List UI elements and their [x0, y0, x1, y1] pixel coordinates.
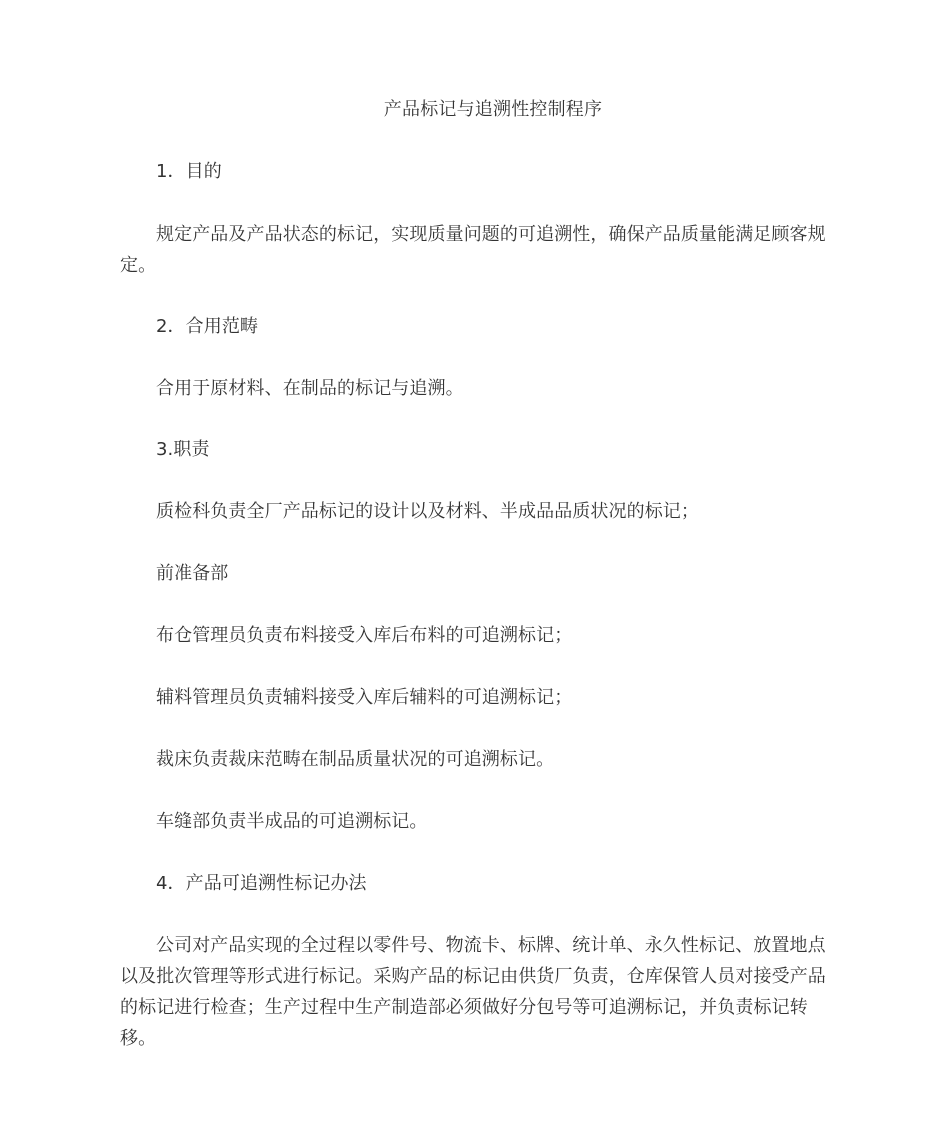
paragraph-fabric-warehouse: 布仓管理员负责布料接受入库后布料的可追溯标记；: [156, 625, 573, 646]
section-heading-responsibilities: 3.职责: [156, 439, 210, 460]
section-heading-traceability-method: 4．产品可追溯性标记办法: [156, 873, 367, 894]
paragraph-cutting-room: 裁床负责裁床范畴在制品质量状况的可追溯标记。: [156, 749, 555, 770]
paragraph-accessories-warehouse: 辅料管理员负责辅料接受入库后辅料的可追溯标记；: [156, 687, 573, 708]
paragraph-traceability-method: 公司对产品实现的全过程以零件号、物流卡、标牌、统计单、永久性标记、放置地点以及批次管理等形式进行标记。采购产品的标记由供货厂负责，仓库保管人员对接受产品的标记进行检查；生产过程中生产制造部必须做好分包号等可追溯标记，并负责标记转移。: [120, 935, 826, 1049]
document-title: 产品标记与追溯性控制程序: [383, 99, 603, 120]
section-heading-purpose: 1．目的: [156, 161, 222, 182]
paragraph-qc-responsibility: 质检科负责全厂产品标记的设计以及材料、半成品品质状况的标记；: [156, 501, 699, 522]
section-heading-scope: 2．合用范畴: [156, 316, 259, 337]
paragraph-scope: 合用于原材料、在制品的标记与追溯。: [156, 378, 464, 399]
paragraph-purpose: 规定产品及产品状态的标记，实现质量问题的可追溯性，确保产品质量能满足顾客规定。: [120, 224, 826, 276]
paragraph-preparation-dept: 前准备部: [156, 563, 229, 584]
paragraph-sewing-dept: 车缝部负责半成品的可追溯标记。: [156, 811, 428, 832]
